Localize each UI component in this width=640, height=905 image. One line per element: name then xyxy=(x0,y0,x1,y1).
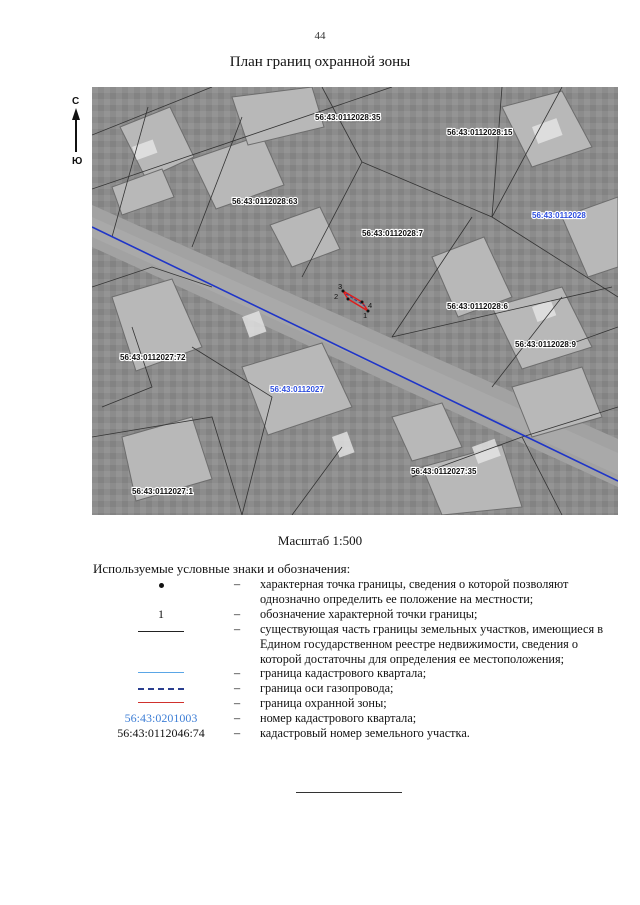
legend-text: граница охранной зоны; xyxy=(260,696,387,710)
legend-dash: – xyxy=(234,696,241,710)
quarter-label: 56:43:0112028 xyxy=(532,211,586,220)
cadastral-map xyxy=(92,87,618,515)
legend-text: характерная точка границы, сведения о которой позволяют однозначно определить ее положение на местности; xyxy=(260,577,569,606)
point-number-symbol: 1 xyxy=(158,607,164,621)
legend-row-zone-boundary xyxy=(88,696,618,711)
page-number: 44 xyxy=(314,30,326,42)
parcel-label: 56:43:0112028:7 xyxy=(362,229,423,238)
quarter-number-symbol: 56:43:0201003 xyxy=(124,711,198,725)
parcel-label: 56:43:0112028:6 xyxy=(447,302,508,311)
parcel-label: 56:43:0112027:72 xyxy=(120,353,186,362)
legend-text: номер кадастрового квартала; xyxy=(260,711,417,725)
legend-text: граница кадастрового квартала; xyxy=(260,666,427,680)
compass-north-label: С xyxy=(72,96,80,107)
map-scale: Масштаб 1:500 xyxy=(277,533,363,548)
legend-dash: – xyxy=(234,607,241,621)
legend-text: обозначение характерной точки границы; xyxy=(260,607,478,621)
parcel-label: 56:43:0112027:35 xyxy=(411,467,477,476)
signature-line xyxy=(296,792,402,793)
point-symbol xyxy=(159,583,164,588)
parcel-number-symbol: 56:43:0112046:74 xyxy=(117,726,205,740)
legend-caption: Используемые условные знаки и обозначения: xyxy=(93,561,351,576)
legend-dash: – xyxy=(234,577,241,591)
legend-text: граница оси газопровода; xyxy=(260,681,394,695)
legend-row-gas-axis xyxy=(88,681,618,696)
legend xyxy=(88,577,618,741)
parcel-label: 56:43:0112028:63 xyxy=(232,197,298,206)
existing-boundary-symbol xyxy=(138,631,184,632)
legend-row-point-number xyxy=(88,607,618,622)
point-label-1: 1 xyxy=(363,311,368,320)
legend-dash: – xyxy=(234,681,241,695)
legend-row-quarter-number xyxy=(88,711,618,726)
legend-row-parcel-number xyxy=(88,726,618,741)
legend-dash: – xyxy=(234,622,241,636)
legend-dash: – xyxy=(234,666,241,680)
zone-boundary-symbol xyxy=(138,702,184,703)
quarter-label: 56:43:0112027 xyxy=(270,385,324,394)
legend-row-existing-boundary xyxy=(88,622,618,666)
parcel-label: 56:43:0112028:9 xyxy=(515,340,576,349)
legend-dash: – xyxy=(234,726,241,740)
parcel-label: 56:43:0112028:15 xyxy=(447,128,513,137)
compass xyxy=(66,96,88,172)
parcel-label: 56:43:0112027:1 xyxy=(132,487,193,496)
point-label-2: 2 xyxy=(334,292,339,301)
legend-dash: – xyxy=(234,711,241,725)
parcel-label: 56:43:0112028:35 xyxy=(315,113,381,122)
point-label-3: 3 xyxy=(338,282,343,291)
legend-text: существующая часть границы земельных участков, имеющиеся в Едином государственном реестре недвижимости, сведения о которой достаточны для определения ее местоположения; xyxy=(260,622,604,666)
point-label-4: 4 xyxy=(368,301,373,310)
legend-text: кадастровый номер земельного участка. xyxy=(260,726,470,740)
quarter-boundary-symbol xyxy=(138,672,184,673)
compass-south-label: Ю xyxy=(72,156,83,167)
legend-row-quarter-boundary xyxy=(88,666,618,681)
legend-row-point xyxy=(88,577,618,607)
page-title: План границ охранной зоны xyxy=(229,54,411,70)
gas-axis-symbol xyxy=(138,688,184,690)
